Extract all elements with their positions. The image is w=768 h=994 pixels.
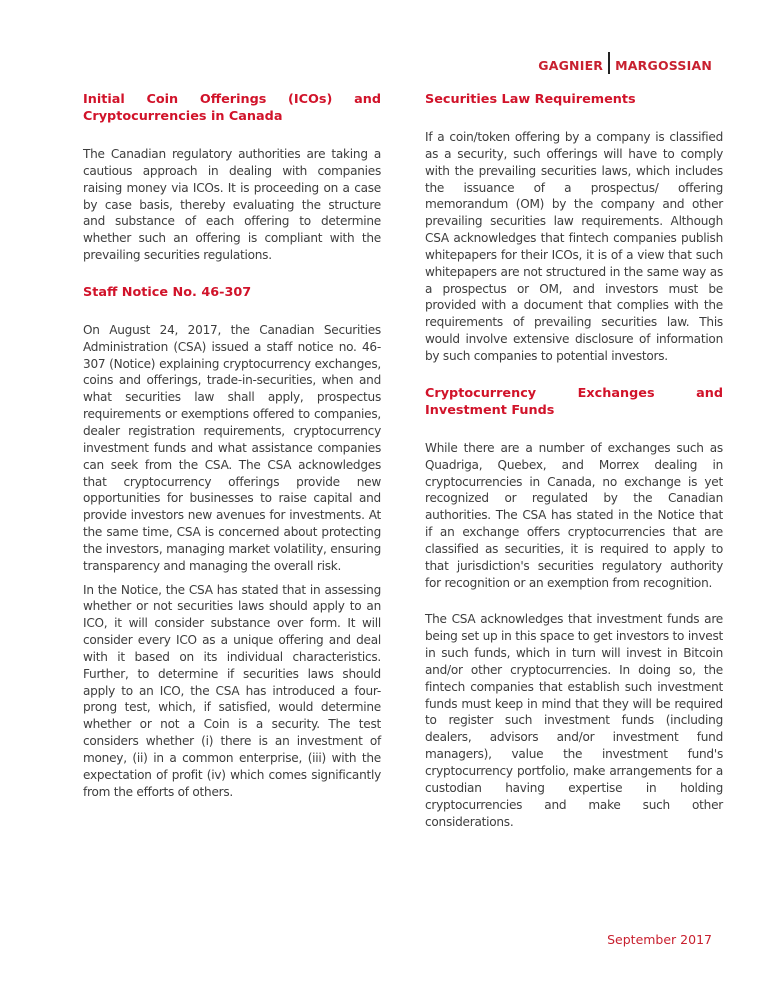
brand-name-left: GAGNIER: [538, 57, 604, 73]
paragraph-icos-intro: The Canadian regulatory authorities are taking a cautious approach in dealing with companies raising money via ICOs. It is proceeding on a case by case basis, thereby evaluating the structure and substance of each offering to determine whether such an offering is compliant with the prevailing securities regulations.: [83, 147, 381, 263]
paragraph-investment-funds: The CSA acknowledges that investment funds are being set up in this space to get investors to invest in such funds, which in turn will invest in Bitcoin and/or other cryptocurrencies. In doing so, the fintech companies that establish such investment funds must keep in mind that they will be required to register such investment funds (including dealers, advisors and/or investment fund managers), value the investment fund's cryptocurrency portfolio, make arrangements for a custodian having expertise in holding cryptocurrencies and make such other considerations.: [425, 612, 723, 829]
section-heading-staff-notice: Staff Notice No. 46-307: [83, 284, 252, 300]
paragraph-securities-law: If a coin/token offering by a company is classified as a security, such offerings will have to comply with the prevailing securities laws, which includes the issuance of a prospectus/ offering memorandum (OM) by the company and other prevailing securities law requirements. Although CSA acknowledges that fintech companies publish whitepapers for their ICOs, it is of a view that such whitepapers are not structured in the same way as a prospectus or OM, and investors must be provided with a document that complies with the requirements of prevailing securities law. This would involve extensive disclosure of information by such companies to potential investors.: [425, 130, 723, 363]
publication-date: September 2017: [607, 932, 712, 947]
paragraph-staff-notice-1: On August 24, 2017, the Canadian Securities Administration (CSA) issued a staff notice no. 46-307 (Notice) explaining cryptocurrency exchanges, coins and offerings, trade-in-securities, when and what securities law shall apply, prospectus requirements or exemptions offered to companies, dealer registration requirements, cryptocurrency investment funds and what assistance companies can seek from the CSA. The CSA acknowledges that cryptocurrency offerings provide new opportunities for businesses to raise capital and provide investors new avenues for investments. At the same time, CSA is concerned about protecting the investors, managing market volatility, ensuring transparency and managing the overall risk.: [83, 322, 381, 573]
firm-logo: [538, 54, 712, 76]
right-column: [425, 91, 723, 830]
paragraph-staff-notice-2: In the Notice, the CSA has stated that in assessing whether or not securities laws should apply to an ICO, it will consider substance over form. It will consider every ICO as a unique offering and deal with it based on its individual characteristics. Further, to determine if securities laws should apply to an ICO, the CSA has introduced a four-prong test, which, if satisfied, would determine whether or not a Coin is a security. The test considers whether (i) there is an investment of money, (ii) in a common enterprise, (iii) with the expectation of profit (iv) which comes significantly from the efforts of others.: [83, 582, 381, 799]
section-heading-icos: Initial Coin Offerings (ICOs) and Cryptocurrencies in Canada: [83, 92, 381, 124]
paragraph-exchanges: While there are a number of exchanges such as Quadriga, Quebex, and Morrex dealing in cryptocurrencies in Canada, no exchange is yet recognized or regulated by the Canadian authorities. The CSA has stated in the Notice that if an exchange offers cryptocurrencies that are classified as securities, it is required to apply to that jurisdiction's securities regulatory authority for recognition or an exemption from recognition.: [425, 440, 723, 590]
section-heading-exchanges-funds: Cryptocurrency Exchanges and Investment Funds: [425, 385, 723, 418]
brand-divider: [608, 52, 610, 74]
left-column: [83, 91, 381, 801]
brand-name-right: MARGOSSIAN: [615, 57, 712, 73]
section-heading-securities-law: Securities Law Requirements: [425, 92, 636, 107]
